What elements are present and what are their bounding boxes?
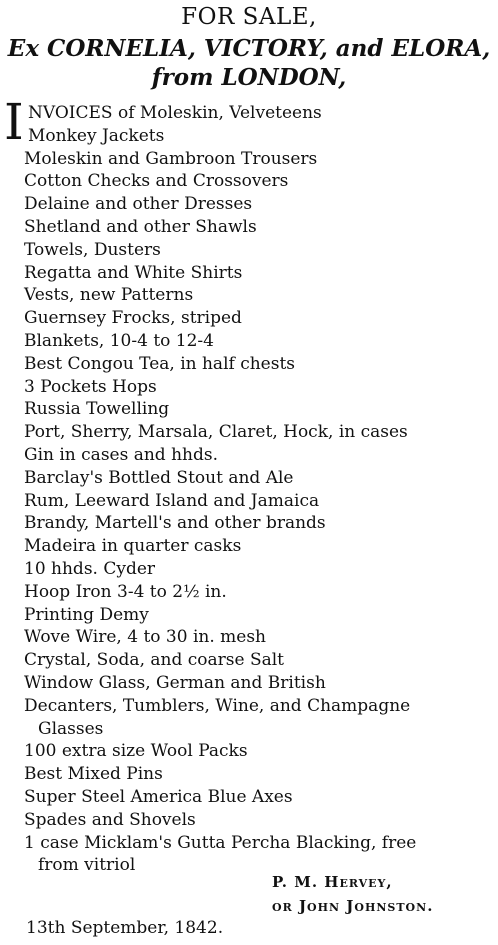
list-item: Wove Wire, 4 to 30 in. mesh (24, 627, 267, 648)
list-item: Port, Sherry, Marsala, Claret, Hock, in cases (24, 422, 408, 443)
list-item: Guernsey Frocks, striped (24, 308, 242, 329)
list-item: Moleskin and Gambroon Trousers (24, 148, 318, 169)
heading-ships: Ex CORNELIA, VICTORY, and ELORA, (7, 35, 491, 62)
list-item: Hoop Iron 3-4 to 2½ in. (24, 581, 227, 602)
list-item: 1 case Micklam's Gutta Percha Blacking, free (24, 832, 417, 853)
list-item: Best Congou Tea, in half chests (24, 353, 296, 374)
signature-line-2: or John Johnston. (272, 897, 434, 915)
list-item-continuation: Glasses (38, 718, 104, 739)
drop-cap: I (4, 93, 24, 151)
list-item: Russia Towelling (24, 399, 170, 420)
list-item: Printing Demy (24, 604, 149, 625)
list-item: Super Steel America Blue Axes (24, 786, 293, 807)
list-item: Monkey Jackets (28, 125, 165, 146)
heading-for-sale: FOR SALE, (181, 4, 317, 30)
list-item: Spades and Shovels (24, 809, 196, 830)
list-item: Crystal, Soda, and coarse Salt (24, 650, 285, 671)
list-item: Shetland and other Shawls (24, 216, 257, 237)
goods-list (24, 102, 494, 877)
list-item: Towels, Dusters (24, 239, 161, 260)
heading-origin: from LONDON, (151, 64, 347, 91)
list-item: Gin in cases and hhds. (24, 444, 219, 465)
list-item: Window Glass, German and British (24, 672, 326, 693)
list-item: 3 Pockets Hops (24, 376, 157, 397)
list-item: Rum, Leeward Island and Jamaica (24, 490, 320, 511)
list-item: NVOICES of Moleskin, Velveteens (28, 103, 322, 123)
list-item: 100 extra size Wool Packs (24, 741, 248, 762)
list-item: 10 hhds. Cyder (24, 558, 156, 579)
list-item: Delaine and other Dresses (24, 194, 253, 215)
date-line: 13th September, 1842. (26, 918, 224, 938)
list-item: Cotton Checks and Crossovers (24, 171, 289, 192)
list-item-continuation: from vitriol (38, 855, 136, 876)
list-item: Madeira in quarter casks (24, 536, 242, 557)
list-item: Brandy, Martell's and other brands (24, 513, 326, 534)
signature-line-1: P. M. Hervey, (272, 873, 393, 891)
list-item: Barclay's Bottled Stout and Ale (24, 467, 294, 488)
list-item: Blankets, 10-4 to 12-4 (24, 330, 214, 351)
list-item: Decanters, Tumblers, Wine, and Champagne (24, 695, 411, 716)
list-item: Best Mixed Pins (24, 764, 163, 785)
list-item: Regatta and White Shirts (24, 262, 243, 283)
list-item: Vests, new Patterns (24, 285, 194, 306)
